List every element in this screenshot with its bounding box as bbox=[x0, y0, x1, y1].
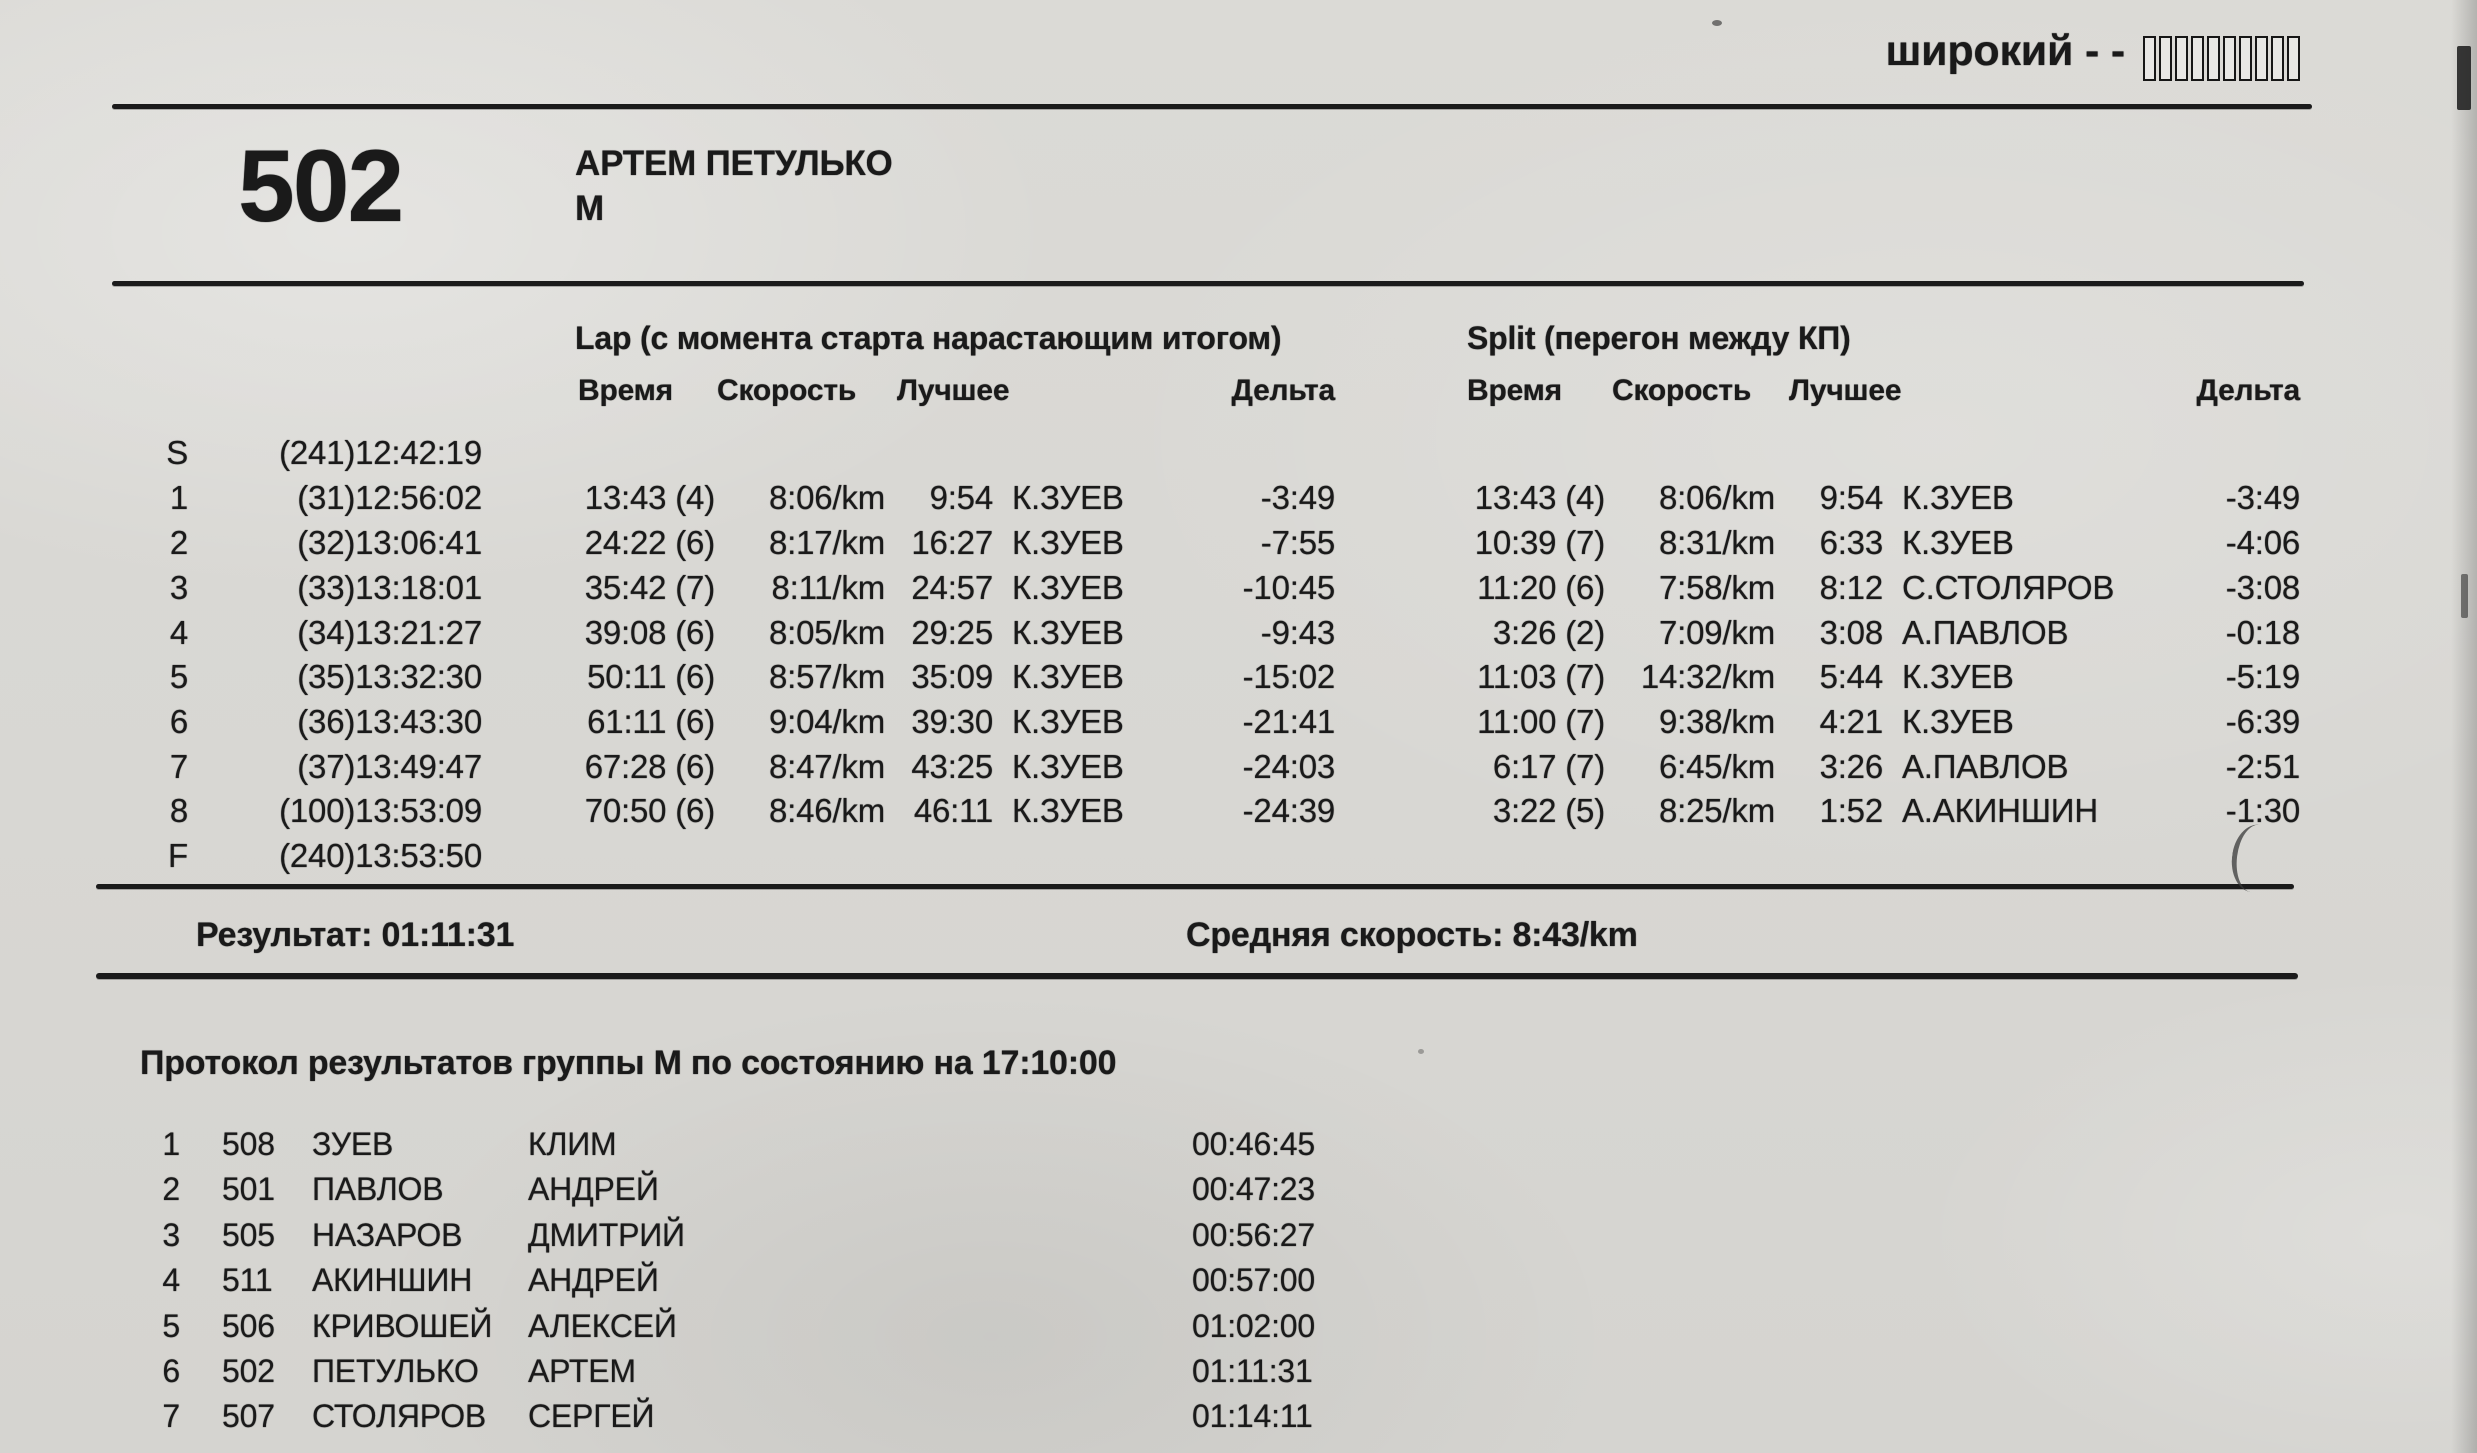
protocol-row bbox=[0, 1262, 2477, 1306]
protocol-row bbox=[0, 1217, 2477, 1261]
finish-time: 01:14:11 bbox=[1192, 1398, 1313, 1434]
col-header-time: Время bbox=[578, 374, 673, 407]
given-name: АНДРЕЙ bbox=[528, 1171, 659, 1207]
split-best-time: 1:52 bbox=[1819, 792, 1883, 829]
cp-number: 3 bbox=[169, 569, 188, 606]
split-delta: -1:30 bbox=[2225, 792, 2300, 829]
split-best-name: К.ЗУЕВ bbox=[1902, 524, 2014, 561]
split-best-name: К.ЗУЕВ bbox=[1902, 658, 2014, 695]
surname: СТОЛЯРОВ bbox=[312, 1398, 487, 1434]
split-best-name: А.АКИНШИН bbox=[1902, 792, 2098, 829]
finish-time: 01:11:31 bbox=[1192, 1353, 1313, 1389]
checkpoint-row bbox=[0, 569, 2477, 613]
lap-best-time: 16:27 bbox=[911, 524, 993, 561]
bib-number: 507 bbox=[222, 1398, 275, 1434]
split-best-time: 3:08 bbox=[1819, 614, 1883, 651]
col-header-speed: Скорость bbox=[1612, 374, 1752, 407]
lap-best-time: 29:25 bbox=[911, 614, 993, 651]
lap-delta: -15:02 bbox=[1242, 658, 1335, 695]
split-speed: 8:31/km bbox=[1659, 524, 1775, 561]
lap-speed: 8:46/km bbox=[769, 792, 885, 829]
lap-delta: -7:55 bbox=[1260, 524, 1335, 561]
col-header-best: Лучшее bbox=[897, 374, 1010, 407]
protocol-row bbox=[0, 1398, 2477, 1442]
surname: НАЗАРОВ bbox=[312, 1217, 463, 1253]
cp-number: 5 bbox=[169, 658, 188, 695]
split-best-name: К.ЗУЕВ bbox=[1902, 479, 2014, 516]
checkpoint-row bbox=[0, 614, 2477, 658]
protocol-title: Протокол результатов группы М по состоянию на 17:10:00 bbox=[140, 1044, 1117, 1082]
given-name: АЛЕКСЕЙ bbox=[528, 1308, 677, 1344]
split-delta: -6:39 bbox=[2225, 703, 2300, 740]
average-speed: Средняя скорость: 8:43/km bbox=[1186, 916, 1638, 954]
lap-best-name: К.ЗУЕВ bbox=[1012, 569, 1124, 606]
place-number: 5 bbox=[162, 1308, 180, 1344]
bib-number: 501 bbox=[222, 1171, 275, 1207]
given-name: СЕРГЕЙ bbox=[528, 1398, 655, 1434]
given-name: АРТЕМ bbox=[528, 1353, 636, 1389]
surname: ПАВЛОВ bbox=[312, 1171, 444, 1207]
result-total: Результат: 01:11:31 bbox=[196, 916, 515, 954]
lap-time: 35:42 (7) bbox=[584, 569, 715, 606]
lap-best-name: К.ЗУЕВ bbox=[1012, 748, 1124, 785]
divider-line bbox=[96, 884, 2294, 889]
split-time: 3:26 (2) bbox=[1492, 614, 1605, 651]
split-best-name: А.ПАВЛОВ bbox=[1902, 614, 2069, 651]
lap-best-name: К.ЗУЕВ bbox=[1012, 614, 1124, 651]
scan-artifact bbox=[2457, 46, 2471, 110]
lap-time: 13:43 (4) bbox=[584, 479, 715, 516]
split-delta: -5:19 bbox=[2225, 658, 2300, 695]
finish-time: 01:02:00 bbox=[1192, 1308, 1315, 1344]
lap-best-time: 9:54 bbox=[929, 479, 993, 516]
given-name: АНДРЕЙ bbox=[528, 1262, 659, 1298]
lap-best-name: К.ЗУЕВ bbox=[1012, 479, 1124, 516]
lap-delta: -9:43 bbox=[1260, 614, 1335, 651]
punch-time: (240)13:53:50 bbox=[279, 837, 482, 874]
col-header-time: Время bbox=[1467, 374, 1562, 407]
barcode-bar bbox=[2287, 36, 2300, 81]
lap-time: 50:11 (6) bbox=[587, 658, 715, 695]
runner-group: М bbox=[575, 189, 604, 228]
lap-best-name: К.ЗУЕВ bbox=[1012, 524, 1124, 561]
split-best-time: 5:44 bbox=[1819, 658, 1883, 695]
lap-delta: -3:49 bbox=[1260, 479, 1335, 516]
col-header-speed: Скорость bbox=[717, 374, 857, 407]
finish-time: 00:57:00 bbox=[1192, 1262, 1315, 1298]
lap-speed: 8:17/km bbox=[769, 524, 885, 561]
split-delta: -0:18 bbox=[2225, 614, 2300, 651]
cp-number: 4 bbox=[169, 614, 188, 651]
split-best-time: 6:33 bbox=[1819, 524, 1883, 561]
split-speed: 9:38/km bbox=[1659, 703, 1775, 740]
split-speed: 8:06/km bbox=[1659, 479, 1775, 516]
cp-number: 6 bbox=[169, 703, 188, 740]
barcode-bar bbox=[2223, 36, 2236, 81]
lap-speed: 8:47/km bbox=[769, 748, 885, 785]
punch-time: (31)12:56:02 bbox=[297, 479, 482, 516]
surname: ЗУЕВ bbox=[312, 1126, 394, 1162]
checkpoint-row bbox=[0, 748, 2477, 792]
barcode-bar bbox=[2255, 36, 2268, 81]
barcode-bar bbox=[2143, 36, 2156, 81]
split-best-time: 9:54 bbox=[1819, 479, 1883, 516]
split-delta: -3:49 bbox=[2225, 479, 2300, 516]
bib-number: 506 bbox=[222, 1308, 275, 1344]
surname: ПЕТУЛЬКО bbox=[312, 1353, 479, 1389]
split-delta: -2:51 bbox=[2225, 748, 2300, 785]
surname: АКИНШИН bbox=[312, 1262, 473, 1298]
protocol-row bbox=[0, 1353, 2477, 1397]
checkpoint-row bbox=[0, 703, 2477, 747]
given-name: ДМИТРИЙ bbox=[528, 1217, 685, 1253]
split-speed: 14:32/km bbox=[1640, 658, 1775, 695]
split-speed: 8:25/km bbox=[1659, 792, 1775, 829]
col-header-best: Лучшее bbox=[1789, 374, 1902, 407]
course-label: широкий - - bbox=[1885, 27, 2125, 75]
bib-number: 502 bbox=[238, 129, 403, 243]
bib-number: 502 bbox=[222, 1353, 275, 1389]
lap-speed: 8:06/km bbox=[769, 479, 885, 516]
cp-number: 2 bbox=[169, 524, 188, 561]
punch-time: (37)13:49:47 bbox=[297, 748, 482, 785]
split-best-name: А.ПАВЛОВ bbox=[1902, 748, 2069, 785]
cp-number: 1 bbox=[169, 479, 188, 516]
split-best-name: К.ЗУЕВ bbox=[1902, 703, 2014, 740]
bib-number: 511 bbox=[222, 1262, 273, 1298]
split-time: 3:22 (5) bbox=[1492, 792, 1605, 829]
split-time: 13:43 (4) bbox=[1474, 479, 1605, 516]
cp-number: 8 bbox=[169, 792, 188, 829]
place-number: 2 bbox=[162, 1171, 180, 1207]
lap-best-time: 43:25 bbox=[911, 748, 993, 785]
lap-best-name: К.ЗУЕВ bbox=[1012, 658, 1124, 695]
cp-number: F bbox=[168, 837, 188, 874]
barcode-bar bbox=[2159, 36, 2172, 81]
divider-line bbox=[112, 281, 2304, 286]
split-best-time: 3:26 bbox=[1819, 748, 1883, 785]
protocol-row bbox=[0, 1308, 2477, 1352]
split-speed: 7:58/km bbox=[1659, 569, 1775, 606]
punch-time: (36)13:43:30 bbox=[297, 703, 482, 740]
checkpoint-row bbox=[0, 792, 2477, 836]
punch-time: (100)13:53:09 bbox=[279, 792, 482, 829]
lap-best-time: 24:57 bbox=[911, 569, 993, 606]
split-time: 11:00 (7) bbox=[1477, 703, 1605, 740]
lap-section-title: Lap (с момента старта нарастающим итогом) bbox=[575, 320, 1282, 356]
protocol-row bbox=[0, 1171, 2477, 1215]
place-number: 1 bbox=[162, 1126, 180, 1162]
barcode-bar bbox=[2191, 36, 2204, 81]
finish-time: 00:56:27 bbox=[1192, 1217, 1315, 1253]
corner-header bbox=[1885, 22, 2300, 81]
bib-number: 508 bbox=[222, 1126, 275, 1162]
divider-line bbox=[96, 973, 2298, 979]
barcode-bar bbox=[2271, 36, 2284, 81]
split-time: 10:39 (7) bbox=[1474, 524, 1605, 561]
barcode-icon bbox=[2143, 36, 2300, 81]
place-number: 3 bbox=[162, 1217, 180, 1253]
split-best-time: 4:21 bbox=[1819, 703, 1883, 740]
checkpoint-row bbox=[0, 658, 2477, 702]
lap-time: 39:08 (6) bbox=[584, 614, 715, 651]
split-time: 11:20 (6) bbox=[1477, 569, 1605, 606]
lap-delta: -24:03 bbox=[1242, 748, 1335, 785]
lap-speed: 8:57/km bbox=[769, 658, 885, 695]
barcode-bar bbox=[2207, 36, 2220, 81]
finish-time: 00:46:45 bbox=[1192, 1126, 1315, 1162]
split-speed: 6:45/km bbox=[1659, 748, 1775, 785]
bib-number: 505 bbox=[222, 1217, 275, 1253]
punch-time: (34)13:21:27 bbox=[297, 614, 482, 651]
split-best-time: 8:12 bbox=[1819, 569, 1883, 606]
lap-time: 70:50 (6) bbox=[584, 792, 715, 829]
col-header-delta: Дельта bbox=[2196, 374, 2300, 407]
col-header-delta: Дельта bbox=[1231, 374, 1335, 407]
scan-edge-shade bbox=[2451, 0, 2477, 1453]
lap-best-time: 46:11 bbox=[913, 792, 993, 829]
lap-best-time: 39:30 bbox=[911, 703, 993, 740]
split-delta: -3:08 bbox=[2225, 569, 2300, 606]
barcode-bar bbox=[2175, 36, 2188, 81]
scan-artifact bbox=[1712, 20, 1722, 26]
lap-best-name: К.ЗУЕВ bbox=[1012, 792, 1124, 829]
lap-best-time: 35:09 bbox=[911, 658, 993, 695]
checkpoint-row-start bbox=[0, 434, 2477, 478]
split-delta: -4:06 bbox=[2225, 524, 2300, 561]
scan-artifact bbox=[1418, 1049, 1424, 1054]
lap-delta: -24:39 bbox=[1242, 792, 1335, 829]
lap-delta: -10:45 bbox=[1242, 569, 1335, 606]
split-best-name: С.СТОЛЯРОВ bbox=[1902, 569, 2115, 606]
scan-artifact bbox=[2461, 574, 2468, 618]
punch-time: (241)12:42:19 bbox=[279, 434, 482, 471]
lap-delta: -21:41 bbox=[1242, 703, 1335, 740]
protocol-row bbox=[0, 1126, 2477, 1170]
checkpoint-row-finish bbox=[0, 837, 2477, 881]
lap-time: 67:28 (6) bbox=[584, 748, 715, 785]
finish-time: 00:47:23 bbox=[1192, 1171, 1315, 1207]
split-time: 6:17 (7) bbox=[1492, 748, 1605, 785]
cp-number: 7 bbox=[169, 748, 188, 785]
given-name: КЛИМ bbox=[528, 1126, 617, 1162]
runner-name: АРТЕМ ПЕТУЛЬКО bbox=[575, 144, 893, 183]
divider-line bbox=[112, 104, 2312, 109]
place-number: 4 bbox=[162, 1262, 180, 1298]
lap-time: 61:11 (6) bbox=[587, 703, 715, 740]
place-number: 6 bbox=[162, 1353, 180, 1389]
lap-speed: 8:05/km bbox=[769, 614, 885, 651]
barcode-bar bbox=[2239, 36, 2252, 81]
lap-best-name: К.ЗУЕВ bbox=[1012, 703, 1124, 740]
punch-time: (35)13:32:30 bbox=[297, 658, 482, 695]
lap-time: 24:22 (6) bbox=[584, 524, 715, 561]
place-number: 7 bbox=[162, 1398, 180, 1434]
punch-time: (33)13:18:01 bbox=[297, 569, 482, 606]
cp-number: S bbox=[166, 434, 188, 471]
lap-speed: 8:11/km bbox=[771, 569, 885, 606]
split-speed: 7:09/km bbox=[1659, 614, 1775, 651]
punch-time: (32)13:06:41 bbox=[297, 524, 482, 561]
split-time: 11:03 (7) bbox=[1477, 658, 1605, 695]
checkpoint-row bbox=[0, 524, 2477, 568]
checkpoint-row bbox=[0, 479, 2477, 523]
surname: КРИВОШЕЙ bbox=[312, 1308, 493, 1344]
lap-speed: 9:04/km bbox=[769, 703, 885, 740]
split-section-title: Split (перегон между КП) bbox=[1467, 320, 1851, 356]
